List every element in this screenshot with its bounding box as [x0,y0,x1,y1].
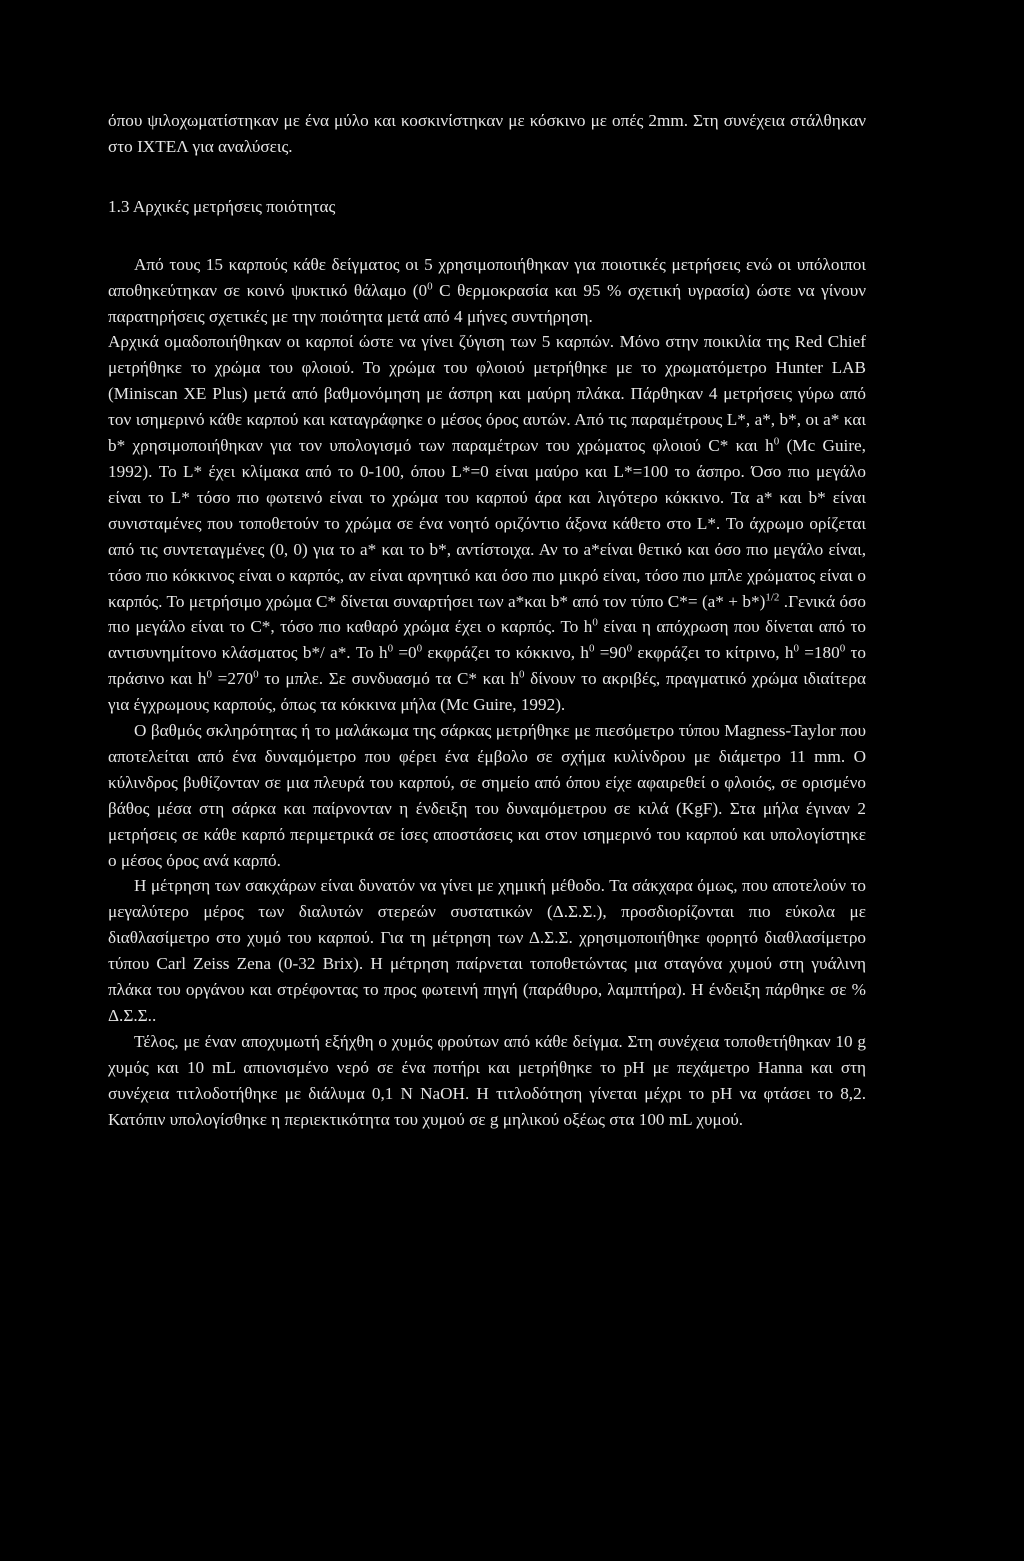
p2-h: εκφράζει το κίτρινο, h [632,643,794,663]
intro-paragraph [108,108,866,160]
paragraph-acidity: Τέλος, με έναν αποχυμωτή εξήχθη ο χυμός φρούτων από κάθε δείγμα. Στη συνέχεια τοποθετήθηκαν 10 g χυμός και 10 mL απιονισμένο νερό σε ένα ποτήρι και μετρήθηκε το pH με πεχάμετρο Hanna και στη συνέχεια τιτλοδοτήθηκε με διάλυμα 0,1 N NaOH. Η τιτλοδότηση γίνεται μέχρι το pH να φτάσει το 8,2. Κατόπιν υπολογίσθηκε η περιεκτικότητα του χυμού σε g μηλικού οξέως στα 100 mL χυμού. [108,1031,866,1129]
p2-sup8: 0 [793,642,799,655]
p2-b: (Mc Guire, 1992). Το L* έχει κλίμακα από το 0-100, όπου L*=0 είναι μαύρο και L*=100 το άσπρο. Όσο πιο μεγάλο είναι το L* τόσο πιο φωτεινό είναι το χρώμα του καρπού άρα και λιγότερο κόκκινο. Τα a* και b* είναι συνισταμένες που τοποθετούν το χρώμα σε ένα νοητό οριζόντιο άξονα κάθετο στο L*. Το άχρωμο ορίζεται από τις συντεταγμένες (0, 0) για το a* και το b*, αντίστοιχα. Αν το a*είναι θετικό και όσο πιο μεγάλο είναι, τόσο πιο κόκκινος είναι ο καρπός, αν είναι αρνητικό και όσο πιο μικρό είναι, τόσο πιο μπλε χρώματος είναι ο καρπός. Το μετρήσιμο χρώμα C* δίνεται συναρτήσει των a*και b* από τον τύπο C*= (a* + b*) [108,436,866,611]
paragraph-color [108,329,866,718]
p2-sup4: 0 [387,642,394,655]
p2-sup7: 0 [626,642,633,655]
p2-sup2: 1/2 [765,590,780,603]
section-heading: 1.3 Αρχικές μετρήσεις ποιότητας [108,196,336,216]
p1-text: Από τους 15 καρπούς κάθε δείγματος οι 5 χρησιμοποιήθηκαν για ποιοτικές μετρήσεις ενώ οι υπόλοιποι αποθηκεύτηκαν σε κοινό ψυκτικό θάλαμο (0 [108,254,866,300]
p2-sup6: 0 [588,642,595,655]
p2-sup1: 0 [773,435,780,448]
p2-c: .Γενικά όσο πιο μεγάλο είναι το C*, τόσο πιο καθαρό χρώμα έχει ο καρπός. Το h [108,591,866,637]
p2-j: το πράσινο και h [108,643,866,689]
paragraph-sugars: Η μέτρηση των σακχάρων είναι δυνατόν να γίνει με χημική μέθοδο. Τα σάκχαρα όμως, που αποτελούν το μεγαλύτερο μέρος των διαλυτών στερεών συστατικών (Δ.Σ.Σ.), προσδιορίζονται πιο εύκολα με διαθλασίμετρο στο χυμό του καρπού. Για τη μέτρηση των Δ.Σ.Σ. χρησιμοποιήθηκε φορητό διαθλασίμετρο τύπου Carl Zeiss Zena (0-32 Brix). Η μέτρηση παίρνεται τοποθετώντας μια σταγόνα χυμού στη γυάλινη πλάκα του οργάνου και στρέφοντας το προς φωτεινή πηγή (παράθυρο, λαμπτήρα). Η ένδειξη πάρθηκε σε % Δ.Σ.Σ.. [108,876,866,1025]
p2-i: =180 [798,643,840,663]
intro-text: όπου ψιλοχωματίστηκαν με ένα μύλο και κοσκινίστηκαν με κόσκινο με οπές 2mm. Στη συνέχεια στάλθηκαν στο ΙΧΤΕΛ για αναλύσεις. [108,111,866,156]
p1-end-text: C θερμοκρασία και 95 % σχετική υγρασία) ώστε να γίνουν παρατηρήσεις σχετικές με την ποιότητα μετά από 4 μήνες συντήρηση. [108,280,866,326]
p2-sup9: 0 [839,642,846,655]
p2-e: =0 [393,643,417,663]
p2-f: εκφράζει το κόκκινο, h [422,643,589,663]
paragraph-storage [108,252,866,330]
paragraph-firmness: Ο βαθμός σκληρότητας ή το μαλάκωμα της σάρκας μετρήθηκε με πιεσόμετρο τύπου Magness-Taylor που αποτελείται από ένα δυναμόμετρο που φέρει ένα έμβολο σε σχήμα κυλίνδρου με διάμετρο 11 mm. Ο κύλινδρος βυθίζονταν σε μια πλευρά του καρπού, σε σημείο από όπου είχε αφαιρεθεί ο φλοιός, σε ορισμένο βάθος μέσα στη σάρκα και παίρνονταν η ένδειξη του δυναμόμετρου σε κιλά (KgF). Στα μήλα έγιναν 2 μετρήσεις σε κάθε καρπό περιμετρικά σε ίσες αποστάσεις και στον ισημερινό του καρπού και υπολογίστηκε ο μέσος όρος ανά καρπό. [108,721,866,870]
p2-sup11: 0 [253,668,259,681]
p2-sup10: 0 [206,668,212,681]
p2-a: Αρχικά ομαδοποιήθηκαν οι καρποί ώστε να γίνει ζύγιση των 5 καρπών. Μόνο στην ποικιλία της Red Chief μετρήθηκε το χρώμα του φλοιού. Το χρώμα του φλοιού μετρήθηκε με το χρωματόμετρο Hunter LAB (Miniscan XE Plus) μετά από βαθμονόμηση με άσπρη και μαύρη πλάκα. Πάρθηκαν 4 μετρήσεις γύρω από τον ισημερινό κάθε καρπού και καταγράφηκε ο μέσος όρος αυτών. Από τις παραμέτρους L*, a*, b*, οι a* και b* χρησιμοποιήθηκαν για τον υπολογισμό των παραμέτρων του χρώματος φλοιού C* και h [108,332,866,456]
p2-sup12: 0 [519,668,525,681]
document-page [108,108,866,1133]
p2-g: =90 [594,643,627,663]
p2-sup5: 0 [416,642,423,655]
p2-l: το μπλε. Σε συνδυασμό τα C* και h [258,669,520,689]
p2-d: είναι η απόχρωση που δίνεται από το αντισυνημίτονο κλάσματος b*/ a*. Το h [108,617,866,663]
p1-superscript: 0 [427,279,433,292]
p2-k: =270 [212,669,254,689]
p2-m: δίνουν το ακριβές, πραγματικό χρώμα ιδιαίτερα για έγχρωμους καρπούς, όπως τα κόκκινα μήλα (Mc Guire, 1992). [108,669,866,715]
p2-sup3: 0 [592,616,598,629]
